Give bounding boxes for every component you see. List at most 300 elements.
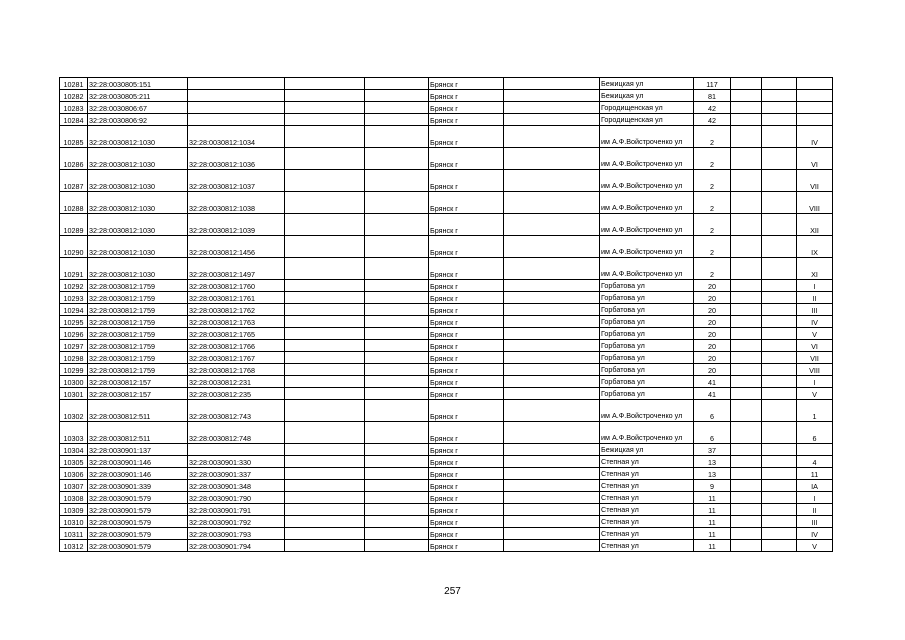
street: им А.Ф.Войстроченко ул xyxy=(600,148,694,170)
empty-cell xyxy=(285,192,365,214)
city: Брянск г xyxy=(429,304,504,316)
empty-cell xyxy=(365,444,429,456)
room-number: XI xyxy=(797,258,833,280)
table-row xyxy=(60,480,833,492)
cadastral-number: 32:28:0030812:1759 xyxy=(88,352,188,364)
empty-cell xyxy=(365,114,429,126)
street: Бежицкая ул xyxy=(600,90,694,102)
table-row xyxy=(60,444,833,456)
house-number: 2 xyxy=(694,170,731,192)
cadastral-number: 32:28:0030805:211 xyxy=(88,90,188,102)
empty-cell xyxy=(504,400,600,422)
empty-cell xyxy=(731,126,762,148)
house-number: 20 xyxy=(694,328,731,340)
table-row xyxy=(60,422,833,444)
house-number: 13 xyxy=(694,468,731,480)
empty-cell xyxy=(285,492,365,504)
record-number: 10286 xyxy=(60,148,88,170)
street: им А.Ф.Войстроченко ул xyxy=(600,192,694,214)
room-number: XII xyxy=(797,214,833,236)
table-row xyxy=(60,400,833,422)
room-number: II xyxy=(797,292,833,304)
empty-cell xyxy=(285,528,365,540)
record-number: 10295 xyxy=(60,316,88,328)
empty-cell xyxy=(365,456,429,468)
house-number: 13 xyxy=(694,456,731,468)
cadastral-number: 32:28:0030812:1030 xyxy=(88,126,188,148)
empty-cell xyxy=(731,340,762,352)
street: Горбатова ул xyxy=(600,376,694,388)
cadastral-number: 32:28:0030901:579 xyxy=(88,504,188,516)
record-number: 10290 xyxy=(60,236,88,258)
city: Брянск г xyxy=(429,258,504,280)
empty-cell xyxy=(762,468,797,480)
street: им А.Ф.Войстроченко ул xyxy=(600,258,694,280)
empty-cell xyxy=(285,422,365,444)
city: Брянск г xyxy=(429,340,504,352)
city: Брянск г xyxy=(429,236,504,258)
premises-cadastral-number: 32:28:0030901:792 xyxy=(188,516,285,528)
street: Степная ул xyxy=(600,528,694,540)
empty-cell xyxy=(504,214,600,236)
empty-cell xyxy=(762,214,797,236)
empty-cell xyxy=(365,528,429,540)
house-number: 2 xyxy=(694,126,731,148)
table-row xyxy=(60,456,833,468)
empty-cell xyxy=(504,492,600,504)
house-number: 41 xyxy=(694,376,731,388)
street: им А.Ф.Войстроченко ул xyxy=(600,236,694,258)
cadastral-number: 32:28:0030806:67 xyxy=(88,102,188,114)
empty-cell xyxy=(762,126,797,148)
record-number: 10301 xyxy=(60,388,88,400)
record-number: 10304 xyxy=(60,444,88,456)
empty-cell xyxy=(762,78,797,90)
empty-cell xyxy=(762,422,797,444)
cadastral-number: 32:28:0030901:579 xyxy=(88,516,188,528)
record-number: 10309 xyxy=(60,504,88,516)
city: Брянск г xyxy=(429,316,504,328)
city: Брянск г xyxy=(429,102,504,114)
city: Брянск г xyxy=(429,328,504,340)
empty-cell xyxy=(731,214,762,236)
empty-cell xyxy=(731,328,762,340)
street: Степная ул xyxy=(600,468,694,480)
premises-cadastral-number: 32:28:0030812:1037 xyxy=(188,170,285,192)
city: Брянск г xyxy=(429,422,504,444)
premises-cadastral-number: 32:28:0030812:1762 xyxy=(188,304,285,316)
empty-cell xyxy=(365,516,429,528)
empty-cell xyxy=(285,376,365,388)
street: Горбатова ул xyxy=(600,328,694,340)
empty-cell xyxy=(504,352,600,364)
empty-cell xyxy=(504,236,600,258)
empty-cell xyxy=(504,480,600,492)
record-number: 10298 xyxy=(60,352,88,364)
street: Горбатова ул xyxy=(600,388,694,400)
empty-cell xyxy=(762,480,797,492)
empty-cell xyxy=(762,528,797,540)
room-number: III xyxy=(797,516,833,528)
empty-cell xyxy=(285,78,365,90)
house-number: 11 xyxy=(694,492,731,504)
cadastral-number: 32:28:0030812:157 xyxy=(88,388,188,400)
room-number: 1 xyxy=(797,400,833,422)
empty-cell xyxy=(285,516,365,528)
empty-cell xyxy=(365,316,429,328)
empty-cell xyxy=(504,292,600,304)
empty-cell xyxy=(285,126,365,148)
empty-cell xyxy=(504,340,600,352)
city: Брянск г xyxy=(429,492,504,504)
table-row xyxy=(60,352,833,364)
empty-cell xyxy=(365,78,429,90)
empty-cell xyxy=(731,376,762,388)
empty-cell xyxy=(365,170,429,192)
empty-cell xyxy=(365,236,429,258)
property-register-table xyxy=(59,77,833,552)
empty-cell xyxy=(762,148,797,170)
record-number: 10305 xyxy=(60,456,88,468)
record-number: 10292 xyxy=(60,280,88,292)
empty-cell xyxy=(365,468,429,480)
empty-cell xyxy=(504,456,600,468)
empty-cell xyxy=(762,504,797,516)
table-row xyxy=(60,102,833,114)
empty-cell xyxy=(762,388,797,400)
house-number: 2 xyxy=(694,236,731,258)
empty-cell xyxy=(762,102,797,114)
cadastral-number: 32:28:0030812:157 xyxy=(88,376,188,388)
empty-cell xyxy=(285,340,365,352)
house-number: 2 xyxy=(694,258,731,280)
empty-cell xyxy=(762,236,797,258)
table-row xyxy=(60,340,833,352)
record-number: 10299 xyxy=(60,364,88,376)
empty-cell xyxy=(285,304,365,316)
room-number: III xyxy=(797,304,833,316)
city: Брянск г xyxy=(429,468,504,480)
empty-cell xyxy=(731,492,762,504)
table-row xyxy=(60,258,833,280)
house-number: 20 xyxy=(694,316,731,328)
empty-cell xyxy=(504,280,600,292)
city: Брянск г xyxy=(429,126,504,148)
cadastral-number: 32:28:0030901:339 xyxy=(88,480,188,492)
empty-cell xyxy=(762,376,797,388)
empty-cell xyxy=(504,376,600,388)
empty-cell xyxy=(762,280,797,292)
city: Брянск г xyxy=(429,480,504,492)
empty-cell xyxy=(285,102,365,114)
house-number: 20 xyxy=(694,352,731,364)
record-number: 10310 xyxy=(60,516,88,528)
empty-cell xyxy=(731,516,762,528)
street: Степная ул xyxy=(600,492,694,504)
city: Брянск г xyxy=(429,516,504,528)
room-number: 6 xyxy=(797,422,833,444)
cadastral-number: 32:28:0030812:1759 xyxy=(88,292,188,304)
record-number: 10303 xyxy=(60,422,88,444)
empty-cell xyxy=(504,504,600,516)
house-number: 11 xyxy=(694,516,731,528)
room-number xyxy=(797,102,833,114)
empty-cell xyxy=(762,90,797,102)
empty-cell xyxy=(731,468,762,480)
cadastral-number: 32:28:0030812:1759 xyxy=(88,340,188,352)
room-number: VIII xyxy=(797,192,833,214)
street: Городищенская ул xyxy=(600,102,694,114)
cadastral-number: 32:28:0030812:511 xyxy=(88,422,188,444)
cadastral-number: 32:28:0030812:1030 xyxy=(88,192,188,214)
empty-cell xyxy=(285,214,365,236)
table-row xyxy=(60,468,833,480)
empty-cell xyxy=(504,126,600,148)
empty-cell xyxy=(285,364,365,376)
table-row xyxy=(60,214,833,236)
premises-cadastral-number xyxy=(188,114,285,126)
empty-cell xyxy=(762,258,797,280)
table-row xyxy=(60,280,833,292)
empty-cell xyxy=(731,304,762,316)
house-number: 20 xyxy=(694,364,731,376)
empty-cell xyxy=(731,90,762,102)
room-number: 11 xyxy=(797,468,833,480)
house-number: 37 xyxy=(694,444,731,456)
empty-cell xyxy=(731,148,762,170)
empty-cell xyxy=(285,504,365,516)
cadastral-number: 32:28:0030812:1030 xyxy=(88,236,188,258)
empty-cell xyxy=(762,352,797,364)
empty-cell xyxy=(731,352,762,364)
record-number: 10306 xyxy=(60,468,88,480)
city: Брянск г xyxy=(429,214,504,236)
empty-cell xyxy=(731,78,762,90)
house-number: 117 xyxy=(694,78,731,90)
cadastral-number: 32:28:0030812:511 xyxy=(88,400,188,422)
empty-cell xyxy=(504,516,600,528)
premises-cadastral-number xyxy=(188,78,285,90)
city: Брянск г xyxy=(429,192,504,214)
street: Горбатова ул xyxy=(600,352,694,364)
premises-cadastral-number: 32:28:0030901:330 xyxy=(188,456,285,468)
room-number: VI xyxy=(797,340,833,352)
room-number: I xyxy=(797,376,833,388)
house-number: 41 xyxy=(694,388,731,400)
empty-cell xyxy=(731,400,762,422)
street: им А.Ф.Войстроченко ул xyxy=(600,400,694,422)
premises-cadastral-number: 32:28:0030812:1034 xyxy=(188,126,285,148)
table-row xyxy=(60,516,833,528)
empty-cell xyxy=(504,148,600,170)
premises-cadastral-number: 32:28:0030812:748 xyxy=(188,422,285,444)
empty-cell xyxy=(285,480,365,492)
room-number: VIII xyxy=(797,364,833,376)
empty-cell xyxy=(365,480,429,492)
house-number: 2 xyxy=(694,192,731,214)
empty-cell xyxy=(504,316,600,328)
record-number: 10288 xyxy=(60,192,88,214)
empty-cell xyxy=(731,114,762,126)
empty-cell xyxy=(365,376,429,388)
empty-cell xyxy=(731,192,762,214)
house-number: 6 xyxy=(694,400,731,422)
cadastral-number: 32:28:0030812:1030 xyxy=(88,258,188,280)
street: Степная ул xyxy=(600,480,694,492)
street: Степная ул xyxy=(600,456,694,468)
empty-cell xyxy=(731,504,762,516)
empty-cell xyxy=(365,504,429,516)
cadastral-number: 32:28:0030901:146 xyxy=(88,456,188,468)
street: им А.Ф.Войстроченко ул xyxy=(600,126,694,148)
empty-cell xyxy=(731,236,762,258)
empty-cell xyxy=(762,304,797,316)
empty-cell xyxy=(504,90,600,102)
premises-cadastral-number xyxy=(188,90,285,102)
table-row xyxy=(60,148,833,170)
cadastral-number: 32:28:0030901:579 xyxy=(88,528,188,540)
house-number: 20 xyxy=(694,304,731,316)
premises-cadastral-number: 32:28:0030812:231 xyxy=(188,376,285,388)
record-number: 10289 xyxy=(60,214,88,236)
room-number xyxy=(797,114,833,126)
house-number: 9 xyxy=(694,480,731,492)
street: Горбатова ул xyxy=(600,316,694,328)
table-row xyxy=(60,492,833,504)
table-row xyxy=(60,170,833,192)
table-row xyxy=(60,364,833,376)
empty-cell xyxy=(762,364,797,376)
room-number: VI xyxy=(797,148,833,170)
city: Брянск г xyxy=(429,170,504,192)
room-number: VII xyxy=(797,170,833,192)
room-number: IV xyxy=(797,316,833,328)
empty-cell xyxy=(365,214,429,236)
room-number: V xyxy=(797,388,833,400)
empty-cell xyxy=(504,258,600,280)
empty-cell xyxy=(504,170,600,192)
record-number: 10293 xyxy=(60,292,88,304)
table-row xyxy=(60,236,833,258)
premises-cadastral-number: 32:28:0030812:1765 xyxy=(188,328,285,340)
empty-cell xyxy=(365,90,429,102)
room-number xyxy=(797,78,833,90)
empty-cell xyxy=(504,304,600,316)
room-number: IA xyxy=(797,480,833,492)
room-number: IX xyxy=(797,236,833,258)
empty-cell xyxy=(762,400,797,422)
street: Горбатова ул xyxy=(600,304,694,316)
premises-cadastral-number: 32:28:0030812:1039 xyxy=(188,214,285,236)
empty-cell xyxy=(285,258,365,280)
record-number: 10308 xyxy=(60,492,88,504)
street: Горбатова ул xyxy=(600,364,694,376)
empty-cell xyxy=(504,528,600,540)
empty-cell xyxy=(731,280,762,292)
empty-cell xyxy=(365,400,429,422)
empty-cell xyxy=(285,444,365,456)
empty-cell xyxy=(762,540,797,552)
room-number: V xyxy=(797,328,833,340)
empty-cell xyxy=(285,388,365,400)
city: Брянск г xyxy=(429,528,504,540)
empty-cell xyxy=(504,540,600,552)
record-number: 10307 xyxy=(60,480,88,492)
empty-cell xyxy=(365,148,429,170)
city: Брянск г xyxy=(429,148,504,170)
cadastral-number: 32:28:0030901:137 xyxy=(88,444,188,456)
house-number: 20 xyxy=(694,280,731,292)
record-number: 10285 xyxy=(60,126,88,148)
empty-cell xyxy=(504,102,600,114)
empty-cell xyxy=(762,114,797,126)
cadastral-number: 32:28:0030806:92 xyxy=(88,114,188,126)
city: Брянск г xyxy=(429,90,504,102)
empty-cell xyxy=(365,126,429,148)
empty-cell xyxy=(365,304,429,316)
city: Брянск г xyxy=(429,376,504,388)
city: Брянск г xyxy=(429,364,504,376)
street: Степная ул xyxy=(600,504,694,516)
empty-cell xyxy=(365,352,429,364)
table-row xyxy=(60,328,833,340)
record-number: 10283 xyxy=(60,102,88,114)
house-number: 20 xyxy=(694,292,731,304)
house-number: 11 xyxy=(694,528,731,540)
room-number xyxy=(797,444,833,456)
table-row xyxy=(60,528,833,540)
premises-cadastral-number: 32:28:0030812:1761 xyxy=(188,292,285,304)
cadastral-number: 32:28:0030812:1030 xyxy=(88,214,188,236)
empty-cell xyxy=(762,170,797,192)
cadastral-number: 32:28:0030901:579 xyxy=(88,492,188,504)
house-number: 20 xyxy=(694,340,731,352)
table-row xyxy=(60,376,833,388)
empty-cell xyxy=(731,456,762,468)
premises-cadastral-number: 32:28:0030812:743 xyxy=(188,400,285,422)
premises-cadastral-number: 32:28:0030901:337 xyxy=(188,468,285,480)
empty-cell xyxy=(504,78,600,90)
empty-cell xyxy=(365,102,429,114)
premises-cadastral-number: 32:28:0030901:791 xyxy=(188,504,285,516)
empty-cell xyxy=(285,170,365,192)
record-number: 10300 xyxy=(60,376,88,388)
empty-cell xyxy=(731,480,762,492)
city: Брянск г xyxy=(429,444,504,456)
premises-cadastral-number xyxy=(188,444,285,456)
city: Брянск г xyxy=(429,400,504,422)
house-number: 42 xyxy=(694,114,731,126)
cadastral-number: 32:28:0030812:1759 xyxy=(88,304,188,316)
table-row xyxy=(60,126,833,148)
empty-cell xyxy=(365,340,429,352)
empty-cell xyxy=(365,540,429,552)
premises-cadastral-number: 32:28:0030901:794 xyxy=(188,540,285,552)
room-number: I xyxy=(797,492,833,504)
empty-cell xyxy=(285,540,365,552)
city: Брянск г xyxy=(429,114,504,126)
premises-cadastral-number: 32:28:0030812:235 xyxy=(188,388,285,400)
cadastral-number: 32:28:0030812:1030 xyxy=(88,170,188,192)
premises-cadastral-number: 32:28:0030901:790 xyxy=(188,492,285,504)
empty-cell xyxy=(731,540,762,552)
record-number: 10296 xyxy=(60,328,88,340)
empty-cell xyxy=(762,316,797,328)
cadastral-number: 32:28:0030812:1759 xyxy=(88,364,188,376)
empty-cell xyxy=(285,292,365,304)
street: Степная ул xyxy=(600,540,694,552)
empty-cell xyxy=(285,456,365,468)
